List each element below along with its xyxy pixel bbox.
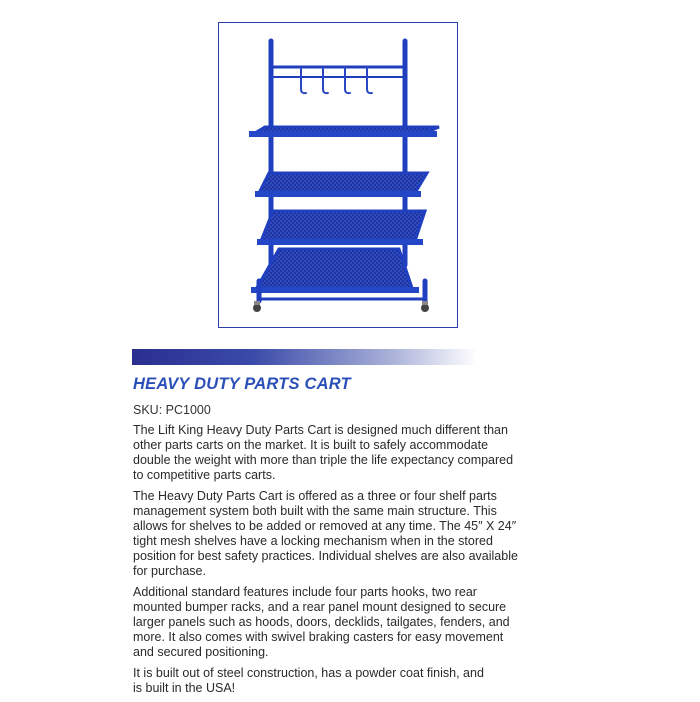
product-description [133, 423, 573, 702]
product-title: HEAVY DUTY PARTS CART [133, 375, 351, 393]
description-paragraph: The Lift King Heavy Duty Parts Cart is designed much different than other parts carts on the market. It is built to safely accommodate double the weight with more than triple the life expectancy compared to competitive parts carts. [133, 423, 514, 482]
description-paragraph: It is built out of steel construction, has a powder coat finish, and is built in the USA! [133, 666, 484, 695]
description-paragraph: The Heavy Duty Parts Cart is offered as a three or four shelf parts management system both built with the same main structure. This allows for shelves to be added or removed at any time. The 45″ X 24″ tight mesh shelves have a locking mechanism when in the stored position for best safety practices. Individual shelves are also available for purchase. [133, 489, 518, 578]
product-sku: SKU: PC1000 [133, 403, 211, 417]
description-paragraph: Additional standard features include four parts hooks, two rear mounted bumper racks, and a rear panel mount designed to secure larger panels such as hoods, doors, decklids, tailgates, fenders, and more. It also comes with swivel braking casters for easy movement and secured positioning. [133, 585, 510, 659]
section-divider-bar [132, 349, 477, 365]
product-image-frame [218, 22, 458, 328]
parts-cart-illustration [219, 23, 459, 329]
